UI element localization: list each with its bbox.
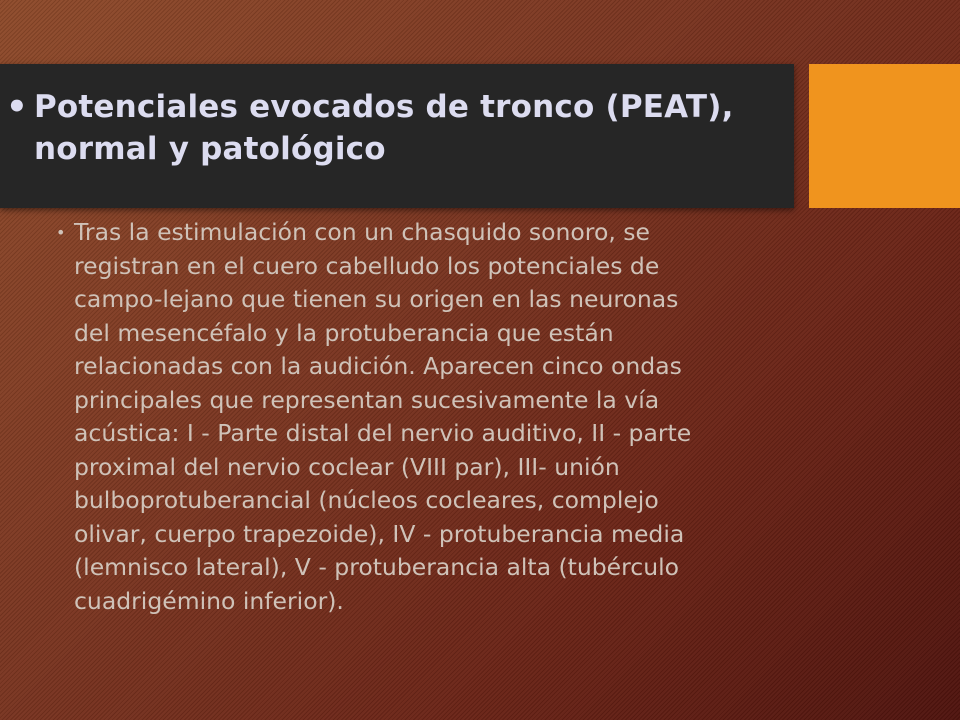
- slide-body-text: Tras la estimulación con un chasquido sonoro, se registran en el cuero cabelludo los potenciales de campo-lejano que tienen su origen en las neuronas del mesencéfalo y la protuberancia que están relacionadas con la audición. Aparecen cinco ondas principales que representan sucesivamente la vía acústica: I - Parte distal del nervio auditivo, II - parte proximal del nervio coclear (VIII par), III- unión bulboprotuberancial (núcleos cocleares, complejo olivar, cuerpo trapezoide), IV - protuberancia media (lemnisco lateral), V - protuberancia alta (tubérculo cuadrigémino inferior).: [74, 218, 692, 615]
- title-bullet: •: [6, 87, 28, 127]
- slide-title: Potenciales evocados de tronco (PEAT), normal y patológico: [34, 89, 734, 167]
- body-bullet: •: [56, 223, 66, 242]
- slide-body-row: [56, 216, 936, 618]
- slide-title-row: [6, 86, 846, 170]
